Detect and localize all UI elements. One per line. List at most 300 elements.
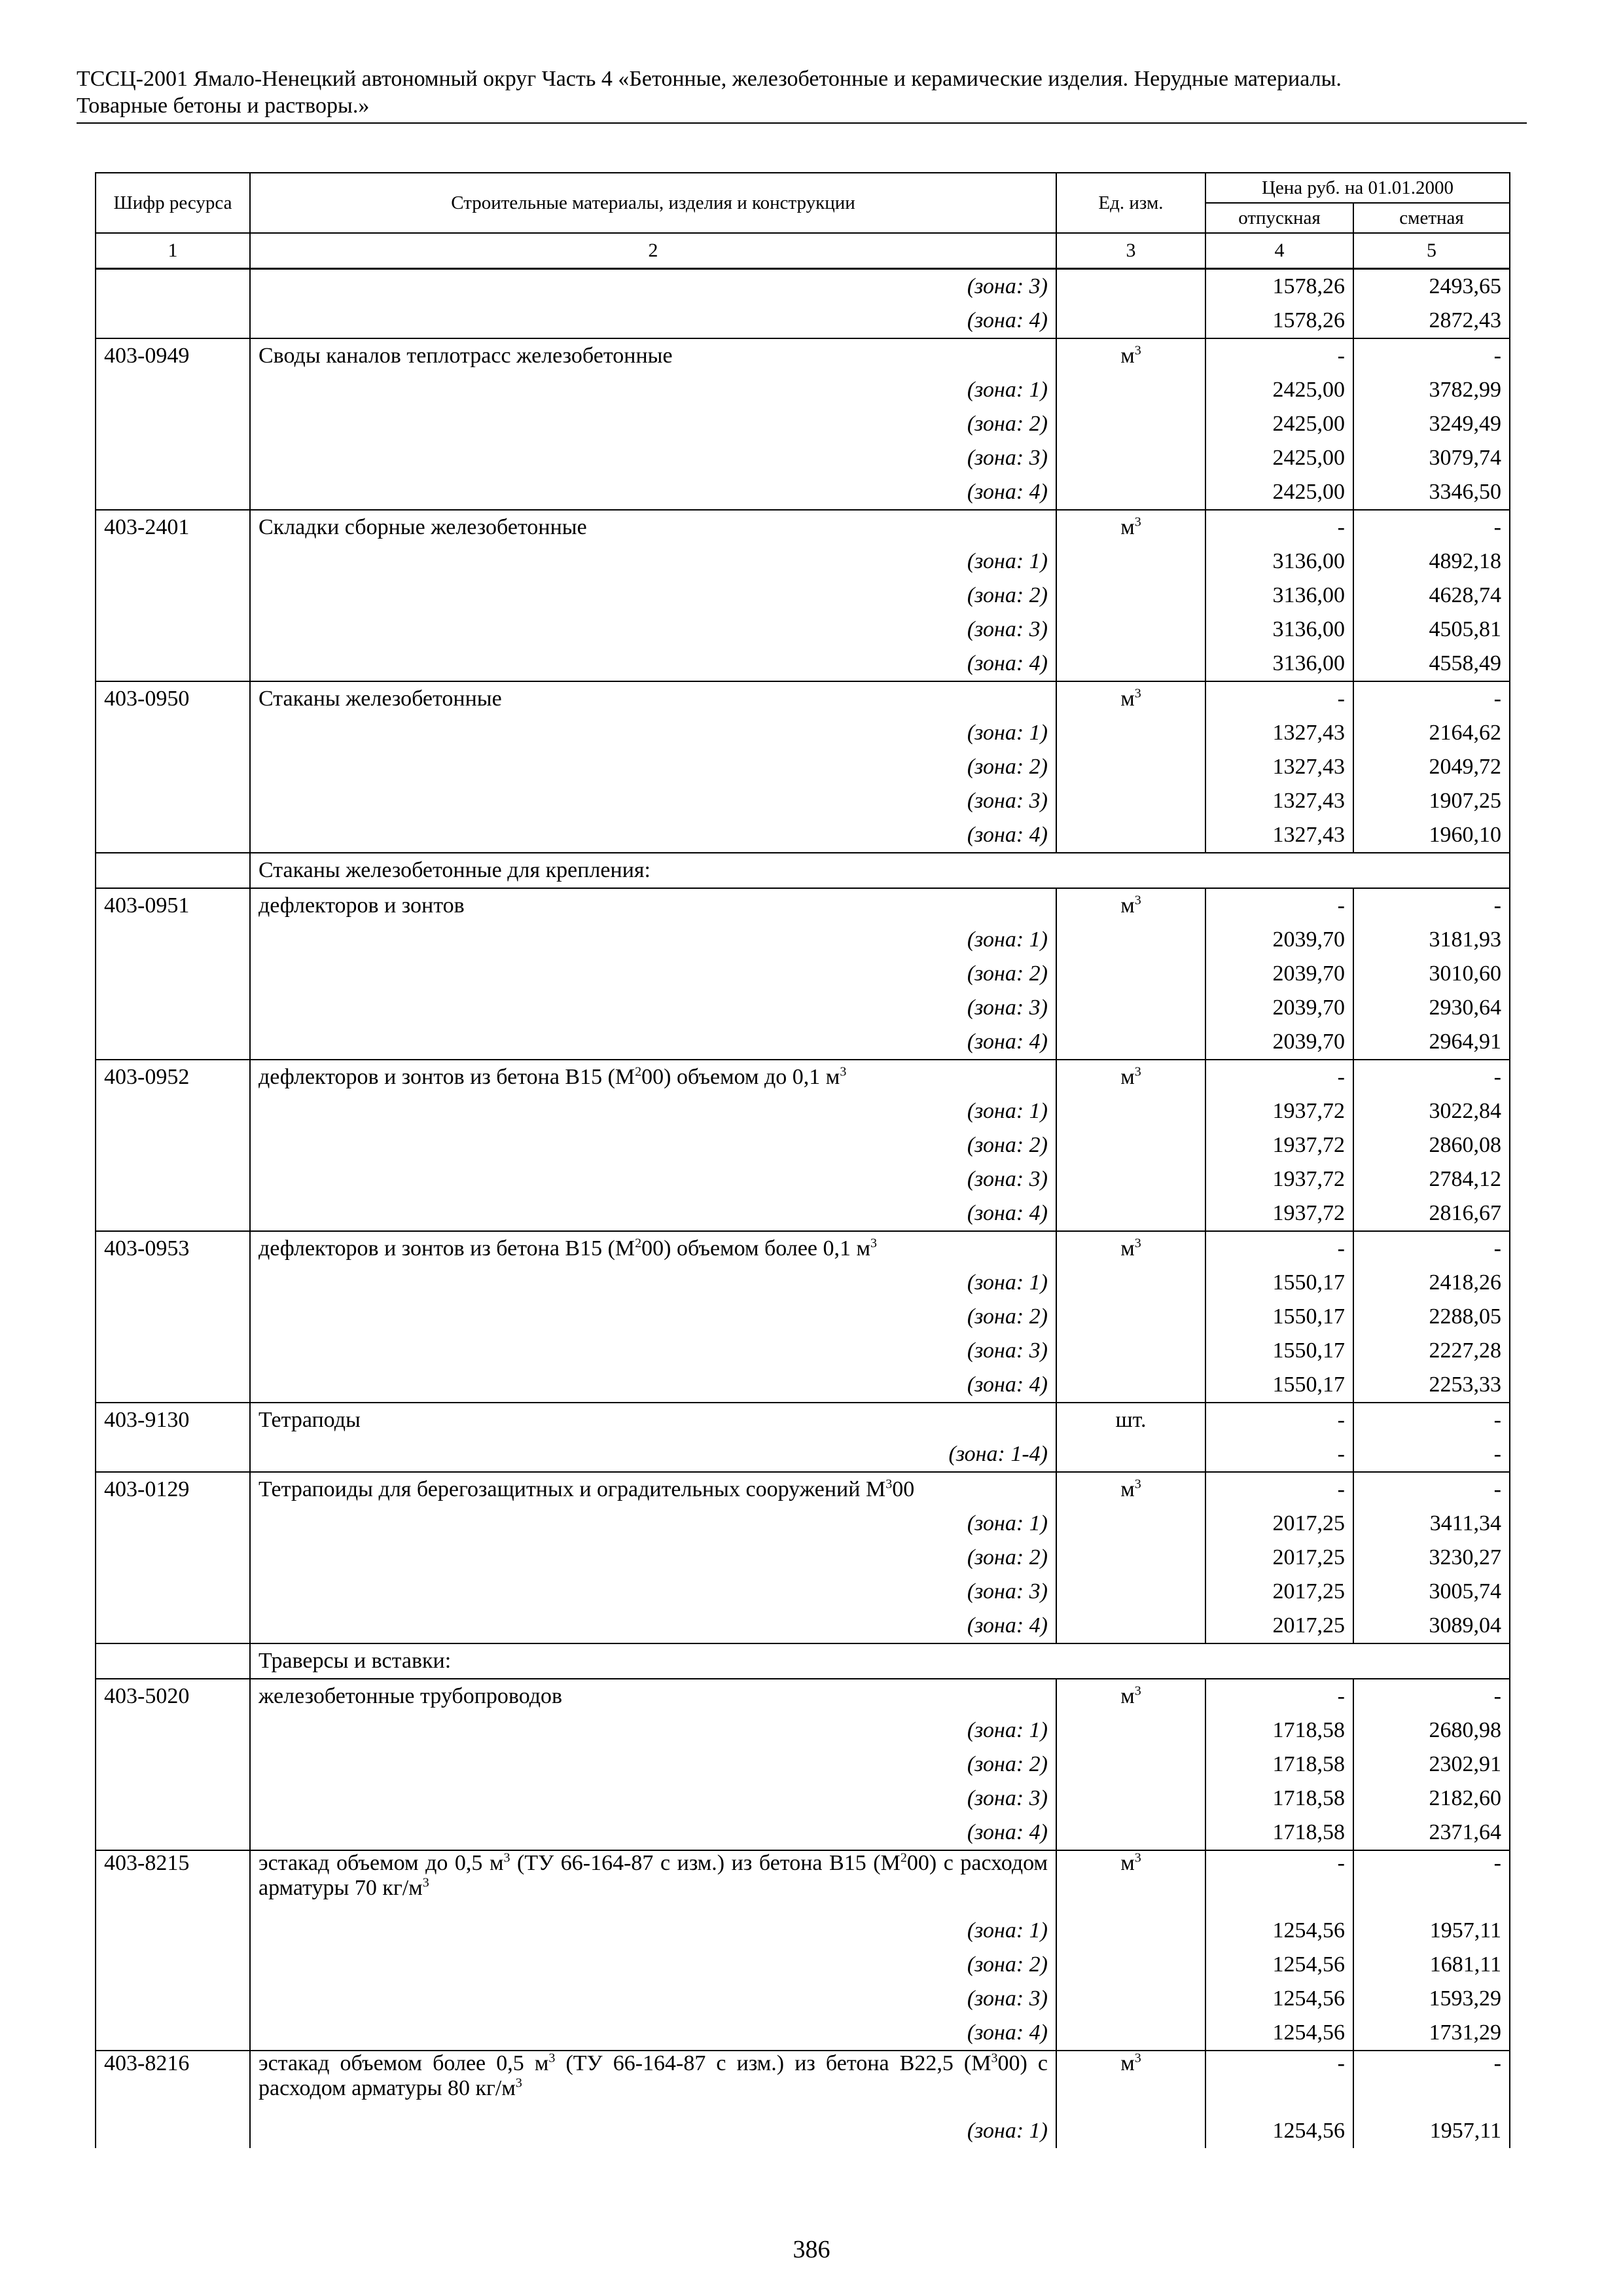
unit-cell xyxy=(1056,2114,1205,2148)
material-name: Своды каналов теплотрасс железобетонные xyxy=(250,338,1056,373)
table-row xyxy=(96,923,1510,957)
unit-cell xyxy=(1056,1982,1205,2016)
estimate-price: 2371,64 xyxy=(1353,1816,1510,1850)
header-release-price: отпускная xyxy=(1205,203,1353,233)
zone-label: (зона: 1) xyxy=(250,923,1056,957)
price-table xyxy=(95,172,1510,2148)
release-price: 1327,43 xyxy=(1205,750,1353,784)
unit-cell xyxy=(1056,1609,1205,1643)
table-row xyxy=(96,647,1510,681)
zone-label: (зона: 4) xyxy=(250,1025,1056,1060)
release-price: 2017,25 xyxy=(1205,1575,1353,1609)
unit-cell xyxy=(1056,1816,1205,1850)
zone-label: (зона: 4) xyxy=(250,2016,1056,2051)
release-price: 3136,00 xyxy=(1205,579,1353,613)
estimate-price: 2930,64 xyxy=(1353,991,1510,1025)
resource-code: 403-9130 xyxy=(96,1403,250,1437)
resource-code-cell xyxy=(96,784,250,818)
table-row xyxy=(96,1437,1510,1472)
resource-code-cell xyxy=(96,613,250,647)
table-row xyxy=(96,1982,1510,2016)
release-price: 2039,70 xyxy=(1205,991,1353,1025)
table-row xyxy=(96,2051,1510,2114)
group-heading: Траверсы и вставки: xyxy=(250,1643,1510,1679)
release-price: 2425,00 xyxy=(1205,475,1353,510)
zone-label: (зона: 4) xyxy=(250,1609,1056,1643)
zone-label: (зона: 3) xyxy=(250,441,1056,475)
unit-cell xyxy=(1056,957,1205,991)
resource-code-cell xyxy=(96,373,250,407)
release-price: 1718,58 xyxy=(1205,1713,1353,1748)
zone-label: (зона: 2) xyxy=(250,750,1056,784)
header-unit: Ед. изм. xyxy=(1056,173,1205,233)
column-number-1: 1 xyxy=(96,233,250,269)
estimate-price: 2816,67 xyxy=(1353,1196,1510,1231)
table-row xyxy=(96,991,1510,1025)
zone-label: (зона: 3) xyxy=(250,613,1056,647)
resource-code: 403-2401 xyxy=(96,510,250,545)
zone-label: (зона: 3) xyxy=(250,1982,1056,2016)
release-price: 1254,56 xyxy=(1205,2114,1353,2148)
zone-label: (зона: 2) xyxy=(250,1128,1056,1162)
zone-label: (зона: 2) xyxy=(250,1300,1056,1334)
resource-code-cell xyxy=(96,1748,250,1782)
table-row xyxy=(96,1948,1510,1982)
zone-label: (зона: 3) xyxy=(250,991,1056,1025)
material-name: Складки сборные железобетонные xyxy=(250,510,1056,545)
unit-cell xyxy=(1056,750,1205,784)
unit-of-measure: $м^3$ xyxy=(1056,1472,1205,1507)
zone-label: (зона: 1) xyxy=(250,1266,1056,1300)
unit-cell xyxy=(1056,1713,1205,1748)
table-row xyxy=(96,579,1510,613)
zone-label: (зона: 1) xyxy=(250,1914,1056,1948)
estimate-price: - xyxy=(1353,1231,1510,1266)
estimate-price: 2302,91 xyxy=(1353,1748,1510,1782)
resource-code: 403-5020 xyxy=(96,1679,250,1713)
estimate-price: 1731,29 xyxy=(1353,2016,1510,2051)
release-price: 1327,43 xyxy=(1205,716,1353,750)
table-row xyxy=(96,1162,1510,1196)
unit-cell xyxy=(1056,647,1205,681)
header-estimate-price: сметная xyxy=(1353,203,1510,233)
estimate-price: 3782,99 xyxy=(1353,373,1510,407)
estimate-price: 2680,98 xyxy=(1353,1713,1510,1748)
zone-label: (зона: 1) xyxy=(250,373,1056,407)
estimate-price: - xyxy=(1353,2051,1510,2114)
estimate-price: 3249,49 xyxy=(1353,407,1510,441)
resource-code-cell xyxy=(96,1025,250,1060)
table-row xyxy=(96,1748,1510,1782)
unit-of-measure: $м^3$ xyxy=(1056,1060,1205,1094)
zone-label: (зона: 1) xyxy=(250,1713,1056,1748)
table-row xyxy=(96,1128,1510,1162)
resource-code: 403-0951 xyxy=(96,888,250,923)
unit-cell xyxy=(1056,475,1205,510)
zone-label: (зона: 4) xyxy=(250,1368,1056,1403)
material-name: эстакад объемом более 0,5 $м^3$ (ТУ 66-164-87 с изм.) из бетона В22,5 $(М^300)$ с расходом арматуры 80 $кг/м^3$ xyxy=(250,2051,1056,2114)
table-row xyxy=(96,1816,1510,1850)
unit-of-measure: $м^3$ xyxy=(1056,338,1205,373)
table-row xyxy=(96,784,1510,818)
release-price: 1327,43 xyxy=(1205,818,1353,853)
material-name: Тетрапоиды для берегозащитных и оградительных сооружений $М^300$ xyxy=(250,1472,1056,1507)
resource-code-cell xyxy=(96,1782,250,1816)
resource-code: 403-0129 xyxy=(96,1472,250,1507)
table-row xyxy=(96,716,1510,750)
table-row xyxy=(96,681,1510,716)
table-row xyxy=(96,269,1510,304)
resource-code-cell xyxy=(96,957,250,991)
estimate-price: 3005,74 xyxy=(1353,1575,1510,1609)
release-price: 1327,43 xyxy=(1205,784,1353,818)
resource-code-cell xyxy=(96,475,250,510)
unit-cell xyxy=(1056,1128,1205,1162)
header-price: Цена руб. на 01.01.2000 xyxy=(1205,173,1510,203)
estimate-price: 1957,11 xyxy=(1353,1914,1510,1948)
header-code: Шифр ресурса xyxy=(96,173,250,233)
release-price: 1550,17 xyxy=(1205,1334,1353,1368)
table-row xyxy=(96,1266,1510,1300)
table-row xyxy=(96,441,1510,475)
unit-cell xyxy=(1056,1437,1205,1472)
zone-label: (зона: 2) xyxy=(250,957,1056,991)
estimate-price: 4892,18 xyxy=(1353,545,1510,579)
resource-code-cell xyxy=(96,2114,250,2148)
unit-cell xyxy=(1056,1266,1205,1300)
release-price: - xyxy=(1205,1403,1353,1437)
estimate-price: 3022,84 xyxy=(1353,1094,1510,1128)
resource-code-cell xyxy=(96,750,250,784)
release-price: 1937,72 xyxy=(1205,1196,1353,1231)
table-row xyxy=(96,510,1510,545)
release-price: 2039,70 xyxy=(1205,957,1353,991)
release-price: 3136,00 xyxy=(1205,545,1353,579)
material-name: железобетонные трубопроводов xyxy=(250,1679,1056,1713)
resource-code-cell xyxy=(96,1541,250,1575)
resource-code-cell xyxy=(96,647,250,681)
release-price: 2017,25 xyxy=(1205,1541,1353,1575)
resource-code-cell xyxy=(96,923,250,957)
unit-cell xyxy=(1056,613,1205,647)
estimate-price: 2227,28 xyxy=(1353,1334,1510,1368)
resource-code-cell xyxy=(96,853,250,888)
unit-cell xyxy=(1056,1782,1205,1816)
zone-label: (зона: 4) xyxy=(250,1816,1056,1850)
unit-cell xyxy=(1056,1300,1205,1334)
table-row xyxy=(96,1060,1510,1094)
estimate-price: 2164,62 xyxy=(1353,716,1510,750)
table-row xyxy=(96,2016,1510,2051)
resource-code-cell xyxy=(96,1266,250,1300)
unit-of-measure: $м^3$ xyxy=(1056,1679,1205,1713)
table-row xyxy=(96,853,1510,888)
release-price: - xyxy=(1205,1679,1353,1713)
unit-cell xyxy=(1056,818,1205,853)
table-row xyxy=(96,1368,1510,1403)
resource-code-cell xyxy=(96,1094,250,1128)
resource-code: 403-0950 xyxy=(96,681,250,716)
table-row xyxy=(96,888,1510,923)
resource-code: 403-8216 xyxy=(96,2051,250,2114)
estimate-price: 1681,11 xyxy=(1353,1948,1510,1982)
table-row xyxy=(96,1713,1510,1748)
zone-label: (зона: 3) xyxy=(250,1162,1056,1196)
resource-code-cell xyxy=(96,407,250,441)
table-row xyxy=(96,1541,1510,1575)
release-price: 1550,17 xyxy=(1205,1368,1353,1403)
unit-of-measure: $м^3$ xyxy=(1056,888,1205,923)
estimate-price: - xyxy=(1353,1060,1510,1094)
table-row xyxy=(96,1094,1510,1128)
zone-label: (зона: 1) xyxy=(250,1094,1056,1128)
unit-cell xyxy=(1056,716,1205,750)
estimate-price: 3089,04 xyxy=(1353,1609,1510,1643)
resource-code: 403-0952 xyxy=(96,1060,250,1094)
release-price: 1718,58 xyxy=(1205,1782,1353,1816)
table-row xyxy=(96,1334,1510,1368)
release-price: 1550,17 xyxy=(1205,1300,1353,1334)
material-name: эстакад объемом до 0,5 $м^3$ (ТУ 66-164-87 с изм.) из бетона В15 $(М^200)$ с расходом арматуры 70 $кг/м^3$ xyxy=(250,1850,1056,1914)
estimate-price: 1960,10 xyxy=(1353,818,1510,853)
estimate-price: 2418,26 xyxy=(1353,1266,1510,1300)
release-price: 2425,00 xyxy=(1205,441,1353,475)
release-price: - xyxy=(1205,1850,1353,1914)
estimate-price: - xyxy=(1353,1437,1510,1472)
resource-code-cell xyxy=(96,1609,250,1643)
resource-code-cell xyxy=(96,441,250,475)
column-number-5: 5 xyxy=(1353,233,1510,269)
material-name: дефлекторов и зонтов из бетона В15 $(М^200)$ объемом более 0,1 $м^3$ xyxy=(250,1231,1056,1266)
table-row xyxy=(96,957,1510,991)
unit-cell xyxy=(1056,784,1205,818)
resource-code-cell xyxy=(96,579,250,613)
zone-label: (зона: 1) xyxy=(250,2114,1056,2148)
table-row xyxy=(96,304,1510,338)
header-name: Строительные материалы, изделия и конструкции xyxy=(250,173,1056,233)
page-number: 386 xyxy=(793,2236,830,2263)
zone-label: (зона: 2) xyxy=(250,1948,1056,1982)
estimate-price: - xyxy=(1353,338,1510,373)
resource-code: 403-0949 xyxy=(96,338,250,373)
resource-code-cell xyxy=(96,1507,250,1541)
release-price: 1550,17 xyxy=(1205,1266,1353,1300)
estimate-price: 2253,33 xyxy=(1353,1368,1510,1403)
table-row xyxy=(96,1196,1510,1231)
table-row xyxy=(96,750,1510,784)
resource-code-cell xyxy=(96,818,250,853)
release-price: 1718,58 xyxy=(1205,1748,1353,1782)
release-price: - xyxy=(1205,338,1353,373)
unit-cell xyxy=(1056,373,1205,407)
unit-cell xyxy=(1056,1541,1205,1575)
estimate-price: 3230,27 xyxy=(1353,1541,1510,1575)
zone-label: (зона: 3) xyxy=(250,1782,1056,1816)
zone-label: (зона: 1-4) xyxy=(250,1437,1056,1472)
estimate-price: 3181,93 xyxy=(1353,923,1510,957)
zone-label: (зона: 1) xyxy=(250,1507,1056,1541)
release-price: - xyxy=(1205,681,1353,716)
table-row xyxy=(96,818,1510,853)
table-row xyxy=(96,373,1510,407)
unit-cell xyxy=(1056,1162,1205,1196)
release-price: 1254,56 xyxy=(1205,1948,1353,1982)
table-row xyxy=(96,1472,1510,1507)
unit-of-measure: $м^3$ xyxy=(1056,681,1205,716)
zone-label: (зона: 3) xyxy=(250,784,1056,818)
document-header xyxy=(77,65,1527,124)
estimate-price: - xyxy=(1353,510,1510,545)
estimate-price: 2860,08 xyxy=(1353,1128,1510,1162)
zone-label: (зона: 1) xyxy=(250,716,1056,750)
estimate-price: 2493,65 xyxy=(1353,269,1510,304)
release-price: 2017,25 xyxy=(1205,1609,1353,1643)
zone-label: (зона: 4) xyxy=(250,304,1056,338)
estimate-price: 4558,49 xyxy=(1353,647,1510,681)
resource-code-cell xyxy=(96,1300,250,1334)
release-price: 3136,00 xyxy=(1205,647,1353,681)
zone-label: (зона: 2) xyxy=(250,579,1056,613)
unit-cell xyxy=(1056,1368,1205,1403)
table-row xyxy=(96,1025,1510,1060)
zone-label: (зона: 2) xyxy=(250,407,1056,441)
resource-code-cell xyxy=(96,269,250,304)
resource-code-cell xyxy=(96,1128,250,1162)
unit-cell xyxy=(1056,269,1205,304)
release-price: 3136,00 xyxy=(1205,613,1353,647)
zone-label: (зона: 2) xyxy=(250,1541,1056,1575)
release-price: 1578,26 xyxy=(1205,269,1353,304)
estimate-price: - xyxy=(1353,1403,1510,1437)
table-row xyxy=(96,1507,1510,1541)
unit-cell xyxy=(1056,991,1205,1025)
release-price: 1578,26 xyxy=(1205,304,1353,338)
resource-code-cell xyxy=(96,1437,250,1472)
resource-code-cell xyxy=(96,1162,250,1196)
estimate-price: - xyxy=(1353,1850,1510,1914)
release-price: - xyxy=(1205,1231,1353,1266)
estimate-price: 1907,25 xyxy=(1353,784,1510,818)
unit-cell xyxy=(1056,2016,1205,2051)
release-price: 1937,72 xyxy=(1205,1094,1353,1128)
unit-of-measure: $м^3$ xyxy=(1056,1850,1205,1914)
unit-cell xyxy=(1056,1748,1205,1782)
header-line-2: Товарные бетоны и растворы.» xyxy=(77,94,370,118)
unit-cell xyxy=(1056,545,1205,579)
unit-cell xyxy=(1056,441,1205,475)
group-heading: Стаканы железобетонные для крепления: xyxy=(250,853,1510,888)
release-price: - xyxy=(1205,2051,1353,2114)
release-price: 1937,72 xyxy=(1205,1128,1353,1162)
header-line-1: ТССЦ-2001 Ямало-Ненецкий автономный округ Часть 4 «Бетонные, железобетонные и керамические изделия. Нерудные материалы. xyxy=(77,67,1342,91)
estimate-price: - xyxy=(1353,888,1510,923)
unit-cell xyxy=(1056,304,1205,338)
estimate-price: - xyxy=(1353,1472,1510,1507)
zone-label: (зона: 4) xyxy=(250,475,1056,510)
table-row xyxy=(96,1403,1510,1437)
resource-code-cell xyxy=(96,1914,250,1948)
release-price: 1254,56 xyxy=(1205,2016,1353,2051)
unit-cell xyxy=(1056,1094,1205,1128)
table-row xyxy=(96,2114,1510,2148)
unit-of-measure: $м^3$ xyxy=(1056,2051,1205,2114)
unit-cell xyxy=(1056,1507,1205,1541)
release-price: 1254,56 xyxy=(1205,1914,1353,1948)
release-price: - xyxy=(1205,1437,1353,1472)
unit-cell xyxy=(1056,1334,1205,1368)
resource-code-cell xyxy=(96,1713,250,1748)
resource-code-cell xyxy=(96,991,250,1025)
release-price: - xyxy=(1205,510,1353,545)
release-price: - xyxy=(1205,1060,1353,1094)
unit-cell xyxy=(1056,407,1205,441)
table-body xyxy=(96,269,1510,2149)
table-row xyxy=(96,1643,1510,1679)
table-row xyxy=(96,407,1510,441)
estimate-price: - xyxy=(1353,681,1510,716)
material-name: Стаканы железобетонные xyxy=(250,681,1056,716)
column-number-4: 4 xyxy=(1205,233,1353,269)
release-price: - xyxy=(1205,1472,1353,1507)
estimate-price: 2964,91 xyxy=(1353,1025,1510,1060)
estimate-price: 3346,50 xyxy=(1353,475,1510,510)
unit-of-measure: $м^3$ xyxy=(1056,510,1205,545)
table-row xyxy=(96,475,1510,510)
estimate-price: 2049,72 xyxy=(1353,750,1510,784)
unit-cell xyxy=(1056,1914,1205,1948)
estimate-price: 3079,74 xyxy=(1353,441,1510,475)
resource-code-cell xyxy=(96,1368,250,1403)
release-price: 2039,70 xyxy=(1205,1025,1353,1060)
unit-cell xyxy=(1056,579,1205,613)
resource-code-cell xyxy=(96,545,250,579)
zone-label: (зона: 3) xyxy=(250,269,1056,304)
resource-code: 403-8215 xyxy=(96,1850,250,1914)
table-row xyxy=(96,1914,1510,1948)
release-price: 1718,58 xyxy=(1205,1816,1353,1850)
material-name: Тетраподы xyxy=(250,1403,1056,1437)
release-price: - xyxy=(1205,888,1353,923)
table-row xyxy=(96,1679,1510,1713)
unit-cell xyxy=(1056,1575,1205,1609)
estimate-price: 2182,60 xyxy=(1353,1782,1510,1816)
zone-label: (зона: 4) xyxy=(250,818,1056,853)
estimate-price: 2872,43 xyxy=(1353,304,1510,338)
zone-label: (зона: 2) xyxy=(250,1748,1056,1782)
release-price: 2425,00 xyxy=(1205,407,1353,441)
zone-label: (зона: 3) xyxy=(250,1575,1056,1609)
release-price: 2017,25 xyxy=(1205,1507,1353,1541)
unit-cell xyxy=(1056,1025,1205,1060)
unit-of-measure: шт. xyxy=(1056,1403,1205,1437)
estimate-price: 3010,60 xyxy=(1353,957,1510,991)
column-number-2: 2 xyxy=(250,233,1056,269)
table-row xyxy=(96,1609,1510,1643)
table-row xyxy=(96,1231,1510,1266)
zone-label: (зона: 4) xyxy=(250,647,1056,681)
material-name: дефлекторов и зонтов из бетона В15 $(М^200)$ объемом до 0,1 $м^3$ xyxy=(250,1060,1056,1094)
resource-code-cell xyxy=(96,304,250,338)
estimate-price: 4628,74 xyxy=(1353,579,1510,613)
resource-code-cell xyxy=(96,1982,250,2016)
table-row xyxy=(96,1575,1510,1609)
estimate-price: 4505,81 xyxy=(1353,613,1510,647)
unit-cell xyxy=(1056,1948,1205,1982)
table-row xyxy=(96,613,1510,647)
resource-code-cell xyxy=(96,1948,250,1982)
estimate-price: 2784,12 xyxy=(1353,1162,1510,1196)
table-row xyxy=(96,338,1510,373)
